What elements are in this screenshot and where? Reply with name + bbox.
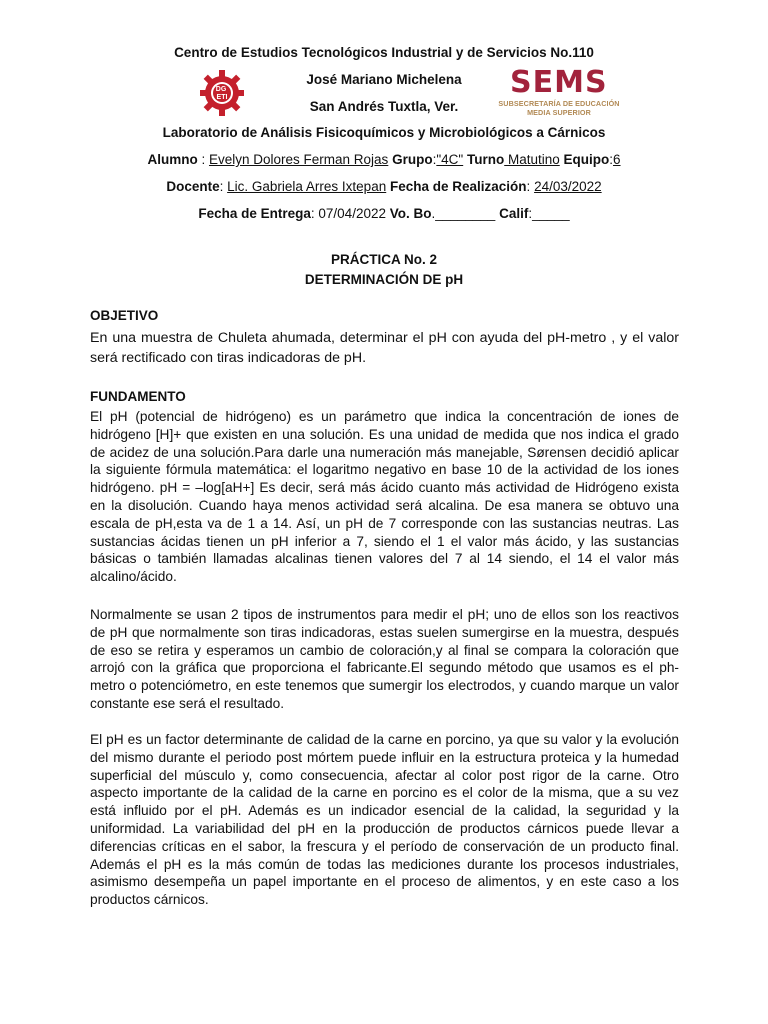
- practice-number: PRÁCTICA No. 2: [330, 252, 437, 267]
- grade-blank: :_____: [528, 206, 570, 221]
- student-label: Alumno: [147, 152, 198, 167]
- sems-logo-subtitle-2: MEDIA SUPERIOR: [527, 108, 591, 117]
- foundation-paragraph-2: Normalmente se usan 2 tipos de instrumentos para medir el pH; uno de ellos son los reactivos de pH que normalmente son tiras indicadoras, estas suelen sumergirse en la muestra, después de eso se retira y esperamos un cambio de coloración,y al final se compara la coloración que arrojó con la gráfica que proporciona el fabricante.El segundo método que usamos es el ph-metro o potenciómetro, en este tenemos que sumergir los electrodos, y cuando marque un valor constante ese será el resultado.: [90, 607, 679, 711]
- team-label: Equipo: [563, 152, 610, 167]
- dgeti-gear-logo: [199, 68, 245, 118]
- institution-name: Centro de Estudios Tecnológicos Industrial y de Servicios No.110: [174, 45, 594, 60]
- shift-label: Turno: [466, 152, 505, 167]
- foundation-paragraph-1: El pH (potencial de hidrógeno) es un parámetro que indica la concentración de iones de hidrógeno [H]+ que existen en una solución. Es una unidad de medida que nos indica el grado de acidez de una solución.Para darle una numeración más manejable, Sørensen decidió aplicar la siguiente fórmula matemática: el logaritmo negativo en base 10 de la actividad de los iones hidrógeno. pH = –log[aH+] Es decir, será más ácido cuanto más actividad de Hidrógeno exista en la disolución. Cuando haya menos actividad será alcalina. De esa manera se obtuvo una escala de pH,esta va de 1 a 14. Así, un pH de 7 corresponde con las sustancias neutras. Las sustancias ácidas tienen un pH inferior a 7, siendo el 1 el valor más ácido, y las sustancias básicas o también llamadas alcalinas tienen valores del 7 al 14 siendo, el 14 el valor más alcalino/ácido.: [90, 409, 679, 585]
- dgeti-logo-text-bottom: ETI: [216, 94, 228, 101]
- foundation-heading: FUNDAMENTO: [90, 389, 186, 404]
- date-done-label: Fecha de Realización: [389, 179, 527, 194]
- group-value: "4C": [436, 152, 464, 167]
- student-value: Evelyn Dolores Ferman Rojas: [208, 152, 389, 167]
- group-label: Grupo: [392, 152, 433, 167]
- delivery-row: Fecha de Entrega: 07/04/2022 Vo. Bo.________ Calif:_____: [198, 206, 570, 221]
- teacher-label: Docente: [166, 179, 220, 194]
- sems-logo: [494, 66, 624, 122]
- practice-title: DETERMINACIÓN DE pH: [304, 272, 464, 287]
- teacher-row: Docente: Lic. Gabriela Arres Ixtepan Fecha de Realización: 24/03/2022: [166, 179, 602, 194]
- shift-value: Matutino: [504, 152, 560, 167]
- sems-logo-word: SEMS: [510, 65, 608, 100]
- delivery-label: Fecha de Entrega: [198, 206, 311, 221]
- school-location: San Andrés Tuxtla, Ver.: [309, 99, 459, 114]
- student-row: Alumno : Evelyn Dolores Ferman Rojas Grupo:"4C" Turno Matutino Equipo:6: [147, 152, 621, 167]
- objective-text: En una muestra de Chuleta ahumada, determinar el pH con ayuda del pH-metro , y el valor será rectificado con tiras indicadoras de pH.: [90, 330, 679, 366]
- dgeti-logo-text-top: DG: [215, 86, 227, 93]
- team-value: 6: [613, 152, 621, 167]
- school-name: José Mariano Michelena: [306, 72, 462, 87]
- teacher-value: Lic. Gabriela Arres Ixtepan: [227, 179, 387, 194]
- date-done-value: 24/03/2022: [534, 179, 602, 194]
- lab-name: Laboratorio de Análisis Fisicoquímicos y Microbiológicos a Cárnicos: [162, 125, 606, 140]
- vobo-blank: .________: [431, 206, 496, 221]
- delivery-value: 07/04/2022: [318, 206, 386, 221]
- sems-logo-subtitle-1: SUBSECRETARÍA DE EDUCACIÓN: [498, 99, 620, 108]
- grade-label: Calif: [499, 206, 529, 221]
- foundation-paragraph-3: El pH es un factor determinante de calidad de la carne en porcino, ya que su valor y la evolución del mismo durante el periodo post mórtem puede influir en la estructura proteica y la humedad superficial del músculo y, como consecuencia, afectar al color post rigor de la carne. Otro aspecto importante de la calidad de la carne en porcino es el color de la misma, que a su vez está influido por el pH. Además es un indicador esencial de la calidad, la seguridad y la uniformidad. La variabilidad del pH en la producción de productos cárnicos puede llevar a diferencias críticas en el sabor, la frescura y el período de conservación de un producto final. Además el pH es la más común de todas las mediciones durante los procesos industriales, asimismo desempeña un papel importante en el proceso de alimentos, y en este caso a los productos cárnicos.: [90, 732, 679, 908]
- objective-heading: OBJETIVO: [90, 308, 159, 323]
- svg-text:DG ETI: [216, 86, 228, 101]
- vobo-label: Vo. Bo: [389, 206, 432, 221]
